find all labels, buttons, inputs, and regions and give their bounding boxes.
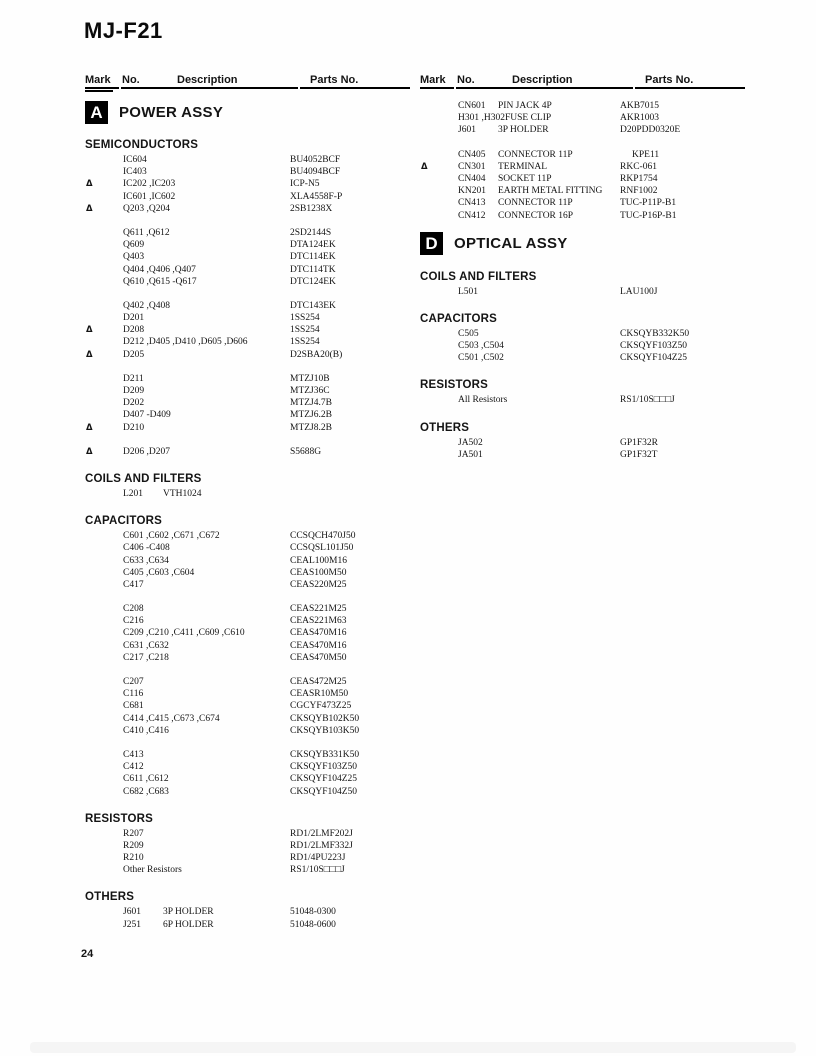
row-parts-no: CCSQSL101J50 [290,543,354,554]
row-description: 3P HOLDER [498,125,549,136]
table-row [85,919,411,931]
row-ref-no: C417 [123,579,144,590]
row-ref-no: C410 ,C416 [123,725,169,736]
table-row [85,154,411,166]
table-row [85,276,411,288]
row-ref-no: L201 [123,488,144,499]
row-parts-no: DTC124EK [290,276,336,287]
row-description: PIN JACK 4P [498,101,552,111]
table-row [85,324,411,336]
table-row [85,312,411,324]
row-parts-no: CKSQYB102K50 [290,713,360,724]
header-rule [85,87,119,89]
table-row [85,251,411,263]
table-header-right [420,74,755,93]
column-header-mark: Mark [85,74,111,86]
row-ref-no: L501 [458,286,479,297]
row-parts-no: LAU100J [620,286,658,297]
row-ref-no: C501 ,C502 [458,353,504,364]
table-row [85,627,411,639]
row-parts-no: CKSQYB331K50 [290,749,360,760]
table-row [85,864,411,876]
row-parts-no: D2SBA20(B) [290,349,343,360]
table-row [420,173,755,185]
row-ref-no: C209 ,C210 ,C411 ,C609 ,C610 [123,628,245,639]
row-parts-no: RS1/10S□□□J [620,395,675,406]
row-ref-no: C611 ,C612 [123,774,169,785]
table-row [85,688,411,700]
section-title-optical-assy: OPTICAL ASSY [454,235,568,253]
column-header-mark: Mark [420,74,446,86]
row-parts-no: 2SB1238X [290,203,333,214]
table-row [420,210,755,222]
row-ref-no: JA501 [458,449,483,460]
row-parts-no: AKB7015 [620,101,660,111]
header-rule [420,87,454,89]
table-row [85,615,411,627]
table-row [85,373,411,385]
table-row [420,328,755,340]
table-row [420,124,755,136]
row-parts-no: BU4052BCF [290,155,341,165]
table-row [85,397,411,409]
row-ref-no: D407 -D409 [123,410,171,421]
column-header-parts-no: Parts No. [645,74,694,86]
row-ref-no: CN412 [458,210,486,221]
table-row [85,166,411,178]
row-ref-no: C208 [123,604,144,615]
table-row [420,286,755,298]
row-parts-no: CKSQYF103Z50 [620,341,688,352]
row-ref-no: C207 [123,677,144,687]
row-parts-no: CEAL100M16 [290,555,347,566]
row-ref-no: All Resistors [458,395,508,406]
row-ref-no: C503 ,C504 [458,341,504,352]
table-header-left [85,74,411,93]
group-title: OTHERS [85,891,135,904]
table-row [420,197,755,209]
group-rows [85,906,411,930]
safety-mark-symbol: Δ [86,203,93,214]
row-parts-no: CKSQYB103K50 [290,725,360,736]
row-parts-no: MTZJ36C [290,386,330,396]
table-row [85,191,411,203]
row-parts-no: D20PDD0320E [620,125,681,136]
row-ref-no: KN201 [458,186,486,197]
section-letter-badge-d: D [420,232,443,255]
table-row [85,488,411,500]
section-title-power-assy: POWER ASSY [119,103,224,121]
group-title: COILS AND FILTERS [85,472,202,485]
row-parts-no: BU4094BCF [290,167,341,178]
group-rows [85,488,411,500]
left-column-groups [85,139,411,931]
row-parts-no: MTZJ6.2B [290,410,332,421]
row-parts-no: RD1/2LMF332J [290,840,353,851]
table-row [420,449,755,461]
row-ref-no: CN405 [458,149,486,160]
row-ref-no: C631 ,C632 [123,640,169,651]
row-ref-no: J601 [123,907,141,918]
row-parts-no: 1SS254 [290,325,320,336]
row-ref-no: C601 ,C602 ,C671 ,C672 [123,531,220,542]
table-row [85,264,411,276]
table-row [85,555,411,567]
group-rows [85,530,411,798]
right-column-groups [420,271,755,461]
table-row [85,906,411,918]
row-description: FUSE CLIP [504,113,552,124]
safety-mark-symbol: Δ [421,161,428,172]
row-ref-no: C216 [123,616,144,627]
table-row [85,336,411,348]
table-row [420,340,755,352]
row-description: VTH1024 [163,488,202,499]
group-title: RESISTORS [85,812,154,825]
table-row [85,786,411,798]
row-parts-no: 1SS254 [290,337,320,348]
group-rows [85,154,411,458]
group-rows [420,328,755,365]
row-parts-no: CEAS221M25 [290,604,347,615]
row-parts-no: RKC-061 [620,161,657,172]
row-parts-no: CEAS221M63 [290,616,347,627]
group-rows [85,828,411,877]
page-bottom-shadow [30,1042,796,1053]
row-ref-no: C505 [458,328,479,339]
row-ref-no: IC403 [123,167,147,178]
row-parts-no: DTC114TK [290,264,336,275]
row-description: CONNECTOR 11P [498,149,573,160]
row-parts-no: 1SS254 [290,313,320,324]
column-header-no: No. [122,74,140,86]
row-ref-no: CN601 [458,101,486,111]
table-row [85,749,411,761]
row-ref-no: C682 ,C683 [123,786,169,797]
safety-mark-symbol: Δ [86,422,93,433]
row-ref-no: Q611 ,Q612 [123,227,170,238]
row-ref-no: CN413 [458,198,486,209]
header-rule [300,87,410,89]
table-row [420,185,755,197]
section-letter-badge-a: A [85,101,108,124]
row-parts-no: CEAS470M16 [290,628,347,639]
row-parts-no: CEAS220M25 [290,579,347,590]
row-parts-no: RD1/4PU223J [290,853,346,864]
header-rule [635,87,745,89]
page-title: MJ-F21 [84,18,163,43]
row-ref-no: Q402 ,Q408 [123,300,170,311]
row-ref-no: J251 [123,919,141,930]
row-ref-no: C633 ,C634 [123,555,169,566]
row-parts-no: TUC-P16P-B1 [620,210,677,221]
row-parts-no: RNF1002 [620,186,658,197]
page-number: 24 [81,948,94,960]
table-row [85,446,411,458]
row-ref-no: CN404 [458,173,486,184]
row-parts-no: 51048-0600 [290,919,336,930]
row-parts-no: CKSQYF104Z25 [290,774,358,785]
column-header-description: Description [177,74,238,86]
table-row [85,640,411,652]
row-description: SOCKET 11P [498,173,552,184]
row-parts-no: MTZJ8.2B [290,422,332,433]
table-row [85,761,411,773]
table-row [420,100,755,112]
row-ref-no: C413 [123,749,144,760]
row-description: CONNECTOR 16P [498,210,574,221]
row-parts-no: CKSQYB332K50 [620,328,690,339]
row-parts-no: CEAS100M50 [290,567,347,578]
row-ref-no: C217 ,C218 [123,652,169,663]
header-rule [456,87,633,89]
row-parts-no: AKR1003 [620,113,660,124]
group-title: RESISTORS [420,379,489,392]
row-parts-no: RS1/10S□□□J [290,865,345,876]
row-parts-no: GP1F32R [620,437,659,448]
row-parts-no: 2SD2144S [290,227,332,238]
row-ref-no: IC601 ,IC602 [123,191,176,202]
group-rows [420,286,755,298]
row-ref-no: CN301 [458,161,486,172]
group-title: CAPACITORS [85,515,162,528]
row-parts-no: DTA124EK [290,240,336,251]
table-row [85,567,411,579]
row-ref-no: D210 [123,422,145,433]
column-header-description: Description [512,74,573,86]
table-row [420,161,755,173]
row-ref-no: D205 [123,349,145,360]
table-row [85,700,411,712]
header-rule [85,90,113,92]
row-ref-no: D201 [123,313,145,324]
table-row [420,352,755,364]
row-ref-no: H301 ,H302 [458,113,505,124]
row-description: 6P HOLDER [163,919,214,930]
row-parts-no: CCSQCH470J50 [290,531,356,542]
table-row [85,530,411,542]
row-parts-no: CEASR10M50 [290,689,349,700]
table-row [85,349,411,361]
table-row [85,239,411,251]
row-parts-no: DTC114EK [290,252,336,263]
row-description: CONNECTOR 11P [498,198,573,209]
group-title: CAPACITORS [420,312,497,325]
row-ref-no: D209 [123,386,145,396]
group-title: SEMICONDUCTORS [85,139,199,151]
header-rule [121,87,298,89]
row-parts-no: CKSQYF104Z25 [620,353,688,364]
row-description: EARTH METAL FITTING [498,186,603,197]
row-description: TERMINAL [498,161,548,172]
row-parts-no: XLA4558F-P [290,191,343,202]
row-parts-no: RKP1754 [620,173,658,184]
row-ref-no: C412 [123,762,144,773]
row-ref-no: R209 [123,840,144,851]
row-ref-no: Q404 ,Q406 ,Q407 [123,264,196,275]
row-ref-no: JA502 [458,437,483,448]
group-title: OTHERS [420,421,470,434]
row-parts-no: CEAS470M50 [290,652,347,663]
column-header-no: No. [457,74,475,86]
section-a-header [85,100,411,124]
safety-mark-symbol: Δ [86,179,93,190]
row-ref-no: D211 [123,373,144,384]
table-row [85,422,411,434]
parts-table-left-column [85,74,411,931]
table-row [85,227,411,239]
row-ref-no: C414 ,C415 ,C673 ,C674 [123,713,220,724]
table-row [85,579,411,591]
row-ref-no: Q609 [123,240,145,251]
row-parts-no: RD1/2LMF202J [290,828,353,839]
row-parts-no: MTZJ4.7B [290,398,332,409]
section-a-continuation-rows [420,100,755,222]
row-parts-no: CGCYF473Z25 [290,701,352,712]
table-row [85,713,411,725]
row-parts-no: 51048-0300 [290,907,336,918]
row-ref-no: D212 ,D405 ,D410 ,D605 ,D606 [123,337,248,348]
table-row [85,852,411,864]
row-ref-no: C116 [123,689,144,700]
table-row [85,385,411,397]
row-parts-no: MTZJ10B [290,373,330,384]
table-row [420,437,755,449]
safety-mark-symbol: Δ [86,325,93,336]
safety-mark-symbol: Δ [86,446,93,457]
row-ref-no: D208 [123,325,145,336]
row-ref-no: D202 [123,398,145,409]
table-row [85,676,411,688]
row-ref-no: Other Resistors [123,865,182,876]
row-parts-no: KPE11 [632,149,660,160]
table-row [85,203,411,215]
row-ref-no: C405 ,C603 ,C604 [123,567,195,578]
row-ref-no: D206 ,D207 [123,446,170,457]
row-ref-no: IC202 ,IC203 [123,179,176,190]
row-parts-no: CEAS472M25 [290,677,347,687]
table-row [420,112,755,124]
row-parts-no: CKSQYF104Z50 [290,786,358,797]
safety-mark-symbol: Δ [86,349,93,360]
table-row [85,828,411,840]
table-row [85,725,411,737]
group-rows [420,394,755,406]
row-ref-no: R207 [123,828,144,839]
row-parts-no: ICP-N5 [290,179,320,190]
group-title: COILS AND FILTERS [420,270,537,283]
table-row [420,149,755,161]
row-parts-no: CKSQYF103Z50 [290,762,358,773]
row-ref-no: Q203 ,Q204 [123,203,170,214]
row-ref-no: IC604 [123,155,147,165]
row-ref-no: R210 [123,853,144,864]
table-row [85,840,411,852]
table-row [85,773,411,785]
group-rows [420,437,755,461]
row-description: 3P HOLDER [163,907,214,918]
row-parts-no: S5688G [290,446,322,457]
table-row [85,300,411,312]
parts-table-right-column [420,74,755,461]
section-d-header [420,232,755,256]
row-ref-no: C406 -C408 [123,543,170,554]
table-row [85,409,411,421]
table-row [85,652,411,664]
table-row [85,178,411,190]
row-parts-no: DTC143EK [290,300,336,311]
table-row [420,394,755,406]
row-ref-no: C681 [123,701,144,712]
table-row [85,542,411,554]
row-parts-no: TUC-P11P-B1 [620,198,677,209]
row-ref-no: Q403 [123,252,145,263]
row-ref-no: J601 [458,125,476,136]
table-row [85,603,411,615]
row-parts-no: CEAS470M16 [290,640,347,651]
row-parts-no: GP1F32T [620,449,658,460]
column-header-parts-no: Parts No. [310,74,359,86]
row-ref-no: Q610 ,Q615 -Q617 [123,276,197,287]
